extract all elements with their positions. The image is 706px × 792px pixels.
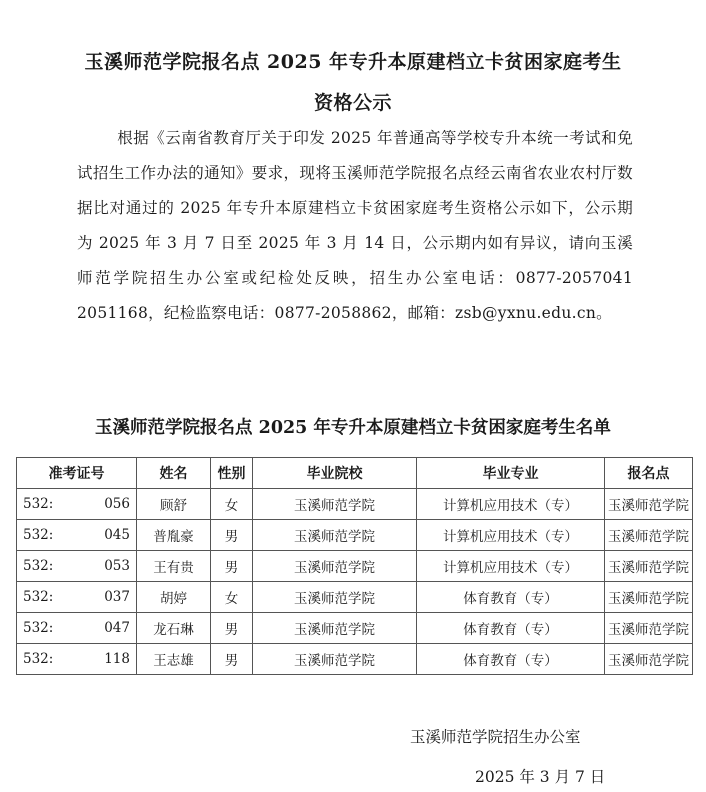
candidate-table <box>16 457 693 675</box>
header-name: 姓名 <box>137 458 211 489</box>
cell-id <box>17 489 137 520</box>
table-row <box>17 551 693 582</box>
header-point: 报名点 <box>605 458 693 489</box>
cell-major: 体育教育（专） <box>417 644 605 675</box>
cell-name: 普胤豪 <box>137 520 211 551</box>
cell-school: 玉溪师范学院 <box>253 644 417 675</box>
id-suffix: 118 <box>104 651 130 667</box>
cell-gender: 女 <box>211 489 253 520</box>
id-prefix: 532: <box>23 651 54 667</box>
cell-point: 玉溪师范学院 <box>605 551 693 582</box>
header-gender: 性别 <box>211 458 253 489</box>
cell-gender: 男 <box>211 613 253 644</box>
cell-major: 计算机应用技术（专） <box>417 551 605 582</box>
id-suffix: 053 <box>104 558 130 574</box>
cell-id <box>17 613 137 644</box>
cell-gender: 男 <box>211 551 253 582</box>
cell-name: 胡婷 <box>137 582 211 613</box>
cell-major: 体育教育（专） <box>417 613 605 644</box>
id-prefix: 532: <box>23 527 54 543</box>
table-row <box>17 644 693 675</box>
header-id: 准考证号 <box>17 458 137 489</box>
cell-name: 龙石琳 <box>137 613 211 644</box>
cell-major: 体育教育（专） <box>417 582 605 613</box>
id-prefix: 532: <box>23 496 54 512</box>
table-row <box>17 489 693 520</box>
cell-point: 玉溪师范学院 <box>605 644 693 675</box>
header-school: 毕业院校 <box>253 458 417 489</box>
id-prefix: 532: <box>23 620 54 636</box>
table-header-row <box>17 458 693 489</box>
cell-school: 玉溪师范学院 <box>253 489 417 520</box>
id-prefix: 532: <box>23 558 54 574</box>
cell-gender: 男 <box>211 644 253 675</box>
cell-gender: 男 <box>211 520 253 551</box>
cell-id <box>17 644 137 675</box>
id-suffix: 047 <box>104 620 130 636</box>
cell-major: 计算机应用技术（专） <box>417 520 605 551</box>
document-title-line2: 资格公示 <box>313 92 392 114</box>
cell-point: 玉溪师范学院 <box>605 520 693 551</box>
id-suffix: 037 <box>104 589 130 605</box>
cell-name: 王志雄 <box>137 644 211 675</box>
notice-paragraph-text: 根据《云南省教育厅关于印发 2025 年普通高等学校专升本统一考试和免试招生工作办法的通知》要求，现将玉溪师范学院报名点经云南省农业农村厅数据比对通过的 2025 年专升本原建档立卡贫困家庭考生资格公示如下，公示期为 2025 年 3 月 7 日至 2025 年 3 月 14 日，公示期内如有异议，请向玉溪师范学院招生办公室或纪检处反映，招生办公室电话：0877-2057041 2051168，纪检监察电话：0877-2058862，邮箱：zsb@yxnu.edu.cn。 <box>77 129 633 322</box>
cell-major: 计算机应用技术（专） <box>417 489 605 520</box>
cell-school: 玉溪师范学院 <box>253 520 417 551</box>
cell-school: 玉溪师范学院 <box>253 551 417 582</box>
cell-point: 玉溪师范学院 <box>605 613 693 644</box>
cell-name: 王有贵 <box>137 551 211 582</box>
table-row <box>17 613 693 644</box>
list-title: 玉溪师范学院报名点 2025 年专升本原建档立卡贫困家庭考生名单 <box>95 418 611 438</box>
header-major: 毕业专业 <box>417 458 605 489</box>
cell-id <box>17 582 137 613</box>
cell-point: 玉溪师范学院 <box>605 489 693 520</box>
cell-school: 玉溪师范学院 <box>253 582 417 613</box>
cell-school: 玉溪师范学院 <box>253 613 417 644</box>
id-suffix: 056 <box>104 496 130 512</box>
notice-paragraph <box>77 121 633 331</box>
document-title: 玉溪师范学院报名点 2025 年专升本原建档立卡贫困家庭考生 <box>84 51 622 73</box>
issue-date: 2025 年 3 月 7 日 <box>475 768 606 786</box>
cell-id <box>17 551 137 582</box>
cell-point: 玉溪师范学院 <box>605 582 693 613</box>
table-row <box>17 520 693 551</box>
table-row <box>17 582 693 613</box>
id-suffix: 045 <box>104 527 130 543</box>
id-prefix: 532: <box>23 589 54 605</box>
issuer-office: 玉溪师范学院招生办公室 <box>410 728 581 746</box>
cell-id <box>17 520 137 551</box>
cell-gender: 女 <box>211 582 253 613</box>
cell-name: 顾舒 <box>137 489 211 520</box>
